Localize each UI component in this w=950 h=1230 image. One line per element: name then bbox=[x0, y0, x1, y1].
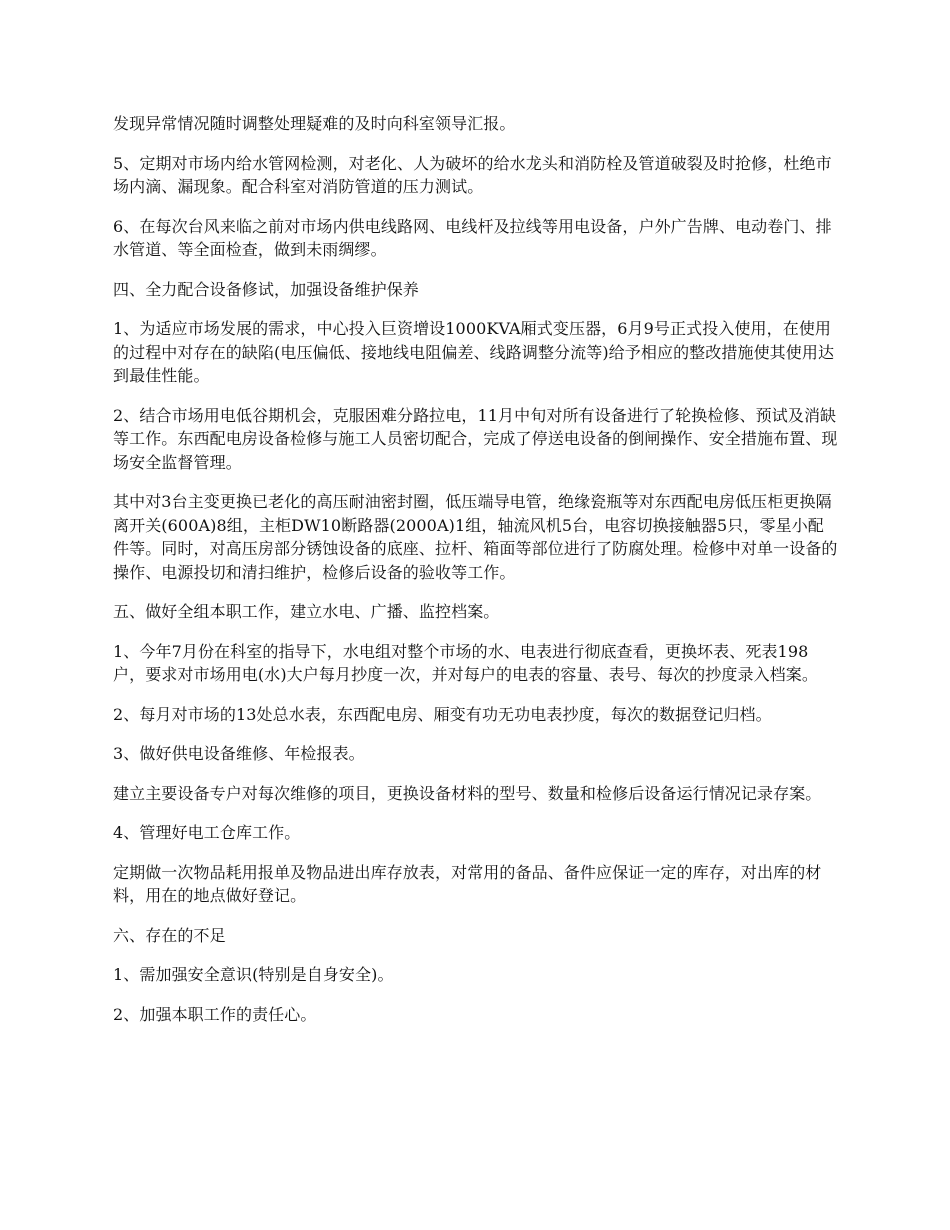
paragraph-item-1-meters: 1、今年7月份在科室的指导下，水电组对整个市场的水、电表进行彻底查看，更换坏表、死表198户，要求对市场用电(水)大户每月抄度一次，并对每户的电表的容量、表号、每次的抄度录入档案。 bbox=[113, 641, 818, 684]
paragraph-equipment-records: 建立主要设备专户对每次维修的项目，更换设备材料的型号、数量和检修后设备运行情况记录存案。 bbox=[113, 783, 822, 803]
paragraph-item-6-typhoon-check: 6、在每次台风来临之前对市场内供电线路网、电线杆及拉线等用电设备，户外广告牌、电动卷门、排水管道、等全面检查，做到未雨绸缪。 bbox=[113, 216, 832, 259]
paragraph-item-4-warehouse: 4、管理好电工仓库工作。 bbox=[113, 823, 301, 842]
paragraph-continuation: 发现异常情况随时调整处理疑难的及时向科室领导汇报。 bbox=[113, 114, 516, 133]
paragraph-shortcoming-2: 2、加强本职工作的责任心。 bbox=[113, 1004, 317, 1024]
section-heading-6: 六、存在的不足 bbox=[113, 925, 226, 945]
document-page bbox=[113, 112, 838, 1042]
paragraph-item-1-transformer: 1、为适应市场发展的需求，中心投入巨资增设1000KVA厢式变压器，6月9号正式投入使用，在使用的过程中对存在的缺陷(电压偏低、接地线电阻偏差、线路调整分流等)给予相应的整改措施使其使用达到最佳性能。 bbox=[113, 319, 835, 385]
paragraph-item-2-monthly-reading: 2、每月对市场的13处总水表，东西配电房、厢变有功无功电表抄度，每次的数据登记归档。 bbox=[113, 704, 772, 724]
paragraph-warehouse-details: 定期做一次物品耗用报单及物品进出库存放表，对常用的备品、备件应保证一定的库存，对出库的材料，用在的地点做好登记。 bbox=[113, 862, 822, 905]
paragraph-item-5-water-pipes: 5、定期对市场内给水管网检测，对老化、人为破坏的给水龙头和消防栓及管道破裂及时抢修，杜绝市场内滴、漏现象。配合科室对消防管道的压力测试。 bbox=[113, 153, 832, 196]
paragraph-item-3-reports: 3、做好供电设备维修、年检报表。 bbox=[113, 744, 365, 763]
paragraph-item-2-maintenance: 2、结合市场用电低谷期机会，克服困难分路拉电，11月中旬对所有设备进行了轮换检修、预试及消缺等工作。东西配电房设备检修与施工人员密切配合，完成了停送电设备的倒闸操作、安全措施布置、现场安全监督管理。 bbox=[113, 405, 838, 472]
section-heading-4: 四、全力配合设备修试，加强设备维护保养 bbox=[113, 279, 419, 299]
paragraph-shortcoming-1: 1、需加强安全意识(特别是自身安全)。 bbox=[113, 965, 394, 984]
section-heading-5: 五、做好全组本职工作，建立水电、广播、监控档案。 bbox=[113, 602, 500, 621]
paragraph-maintenance-details: 其中对3台主变更换已老化的高压耐油密封圈，低压端导电管，绝缘瓷瓶等对东西配电房低压柜更换隔离开关(600A)8组，主柜DW10断路器(2000A)1组，轴流风机5台，电容切换接触器5只，零星小配件等。同时，对高压房部分锈蚀设备的底座、拉杆、箱面等部位进行了防腐处理。检修中对单一设备的操作、电源投切和清扫维护，检修后设备的验收等工作。 bbox=[113, 492, 838, 582]
